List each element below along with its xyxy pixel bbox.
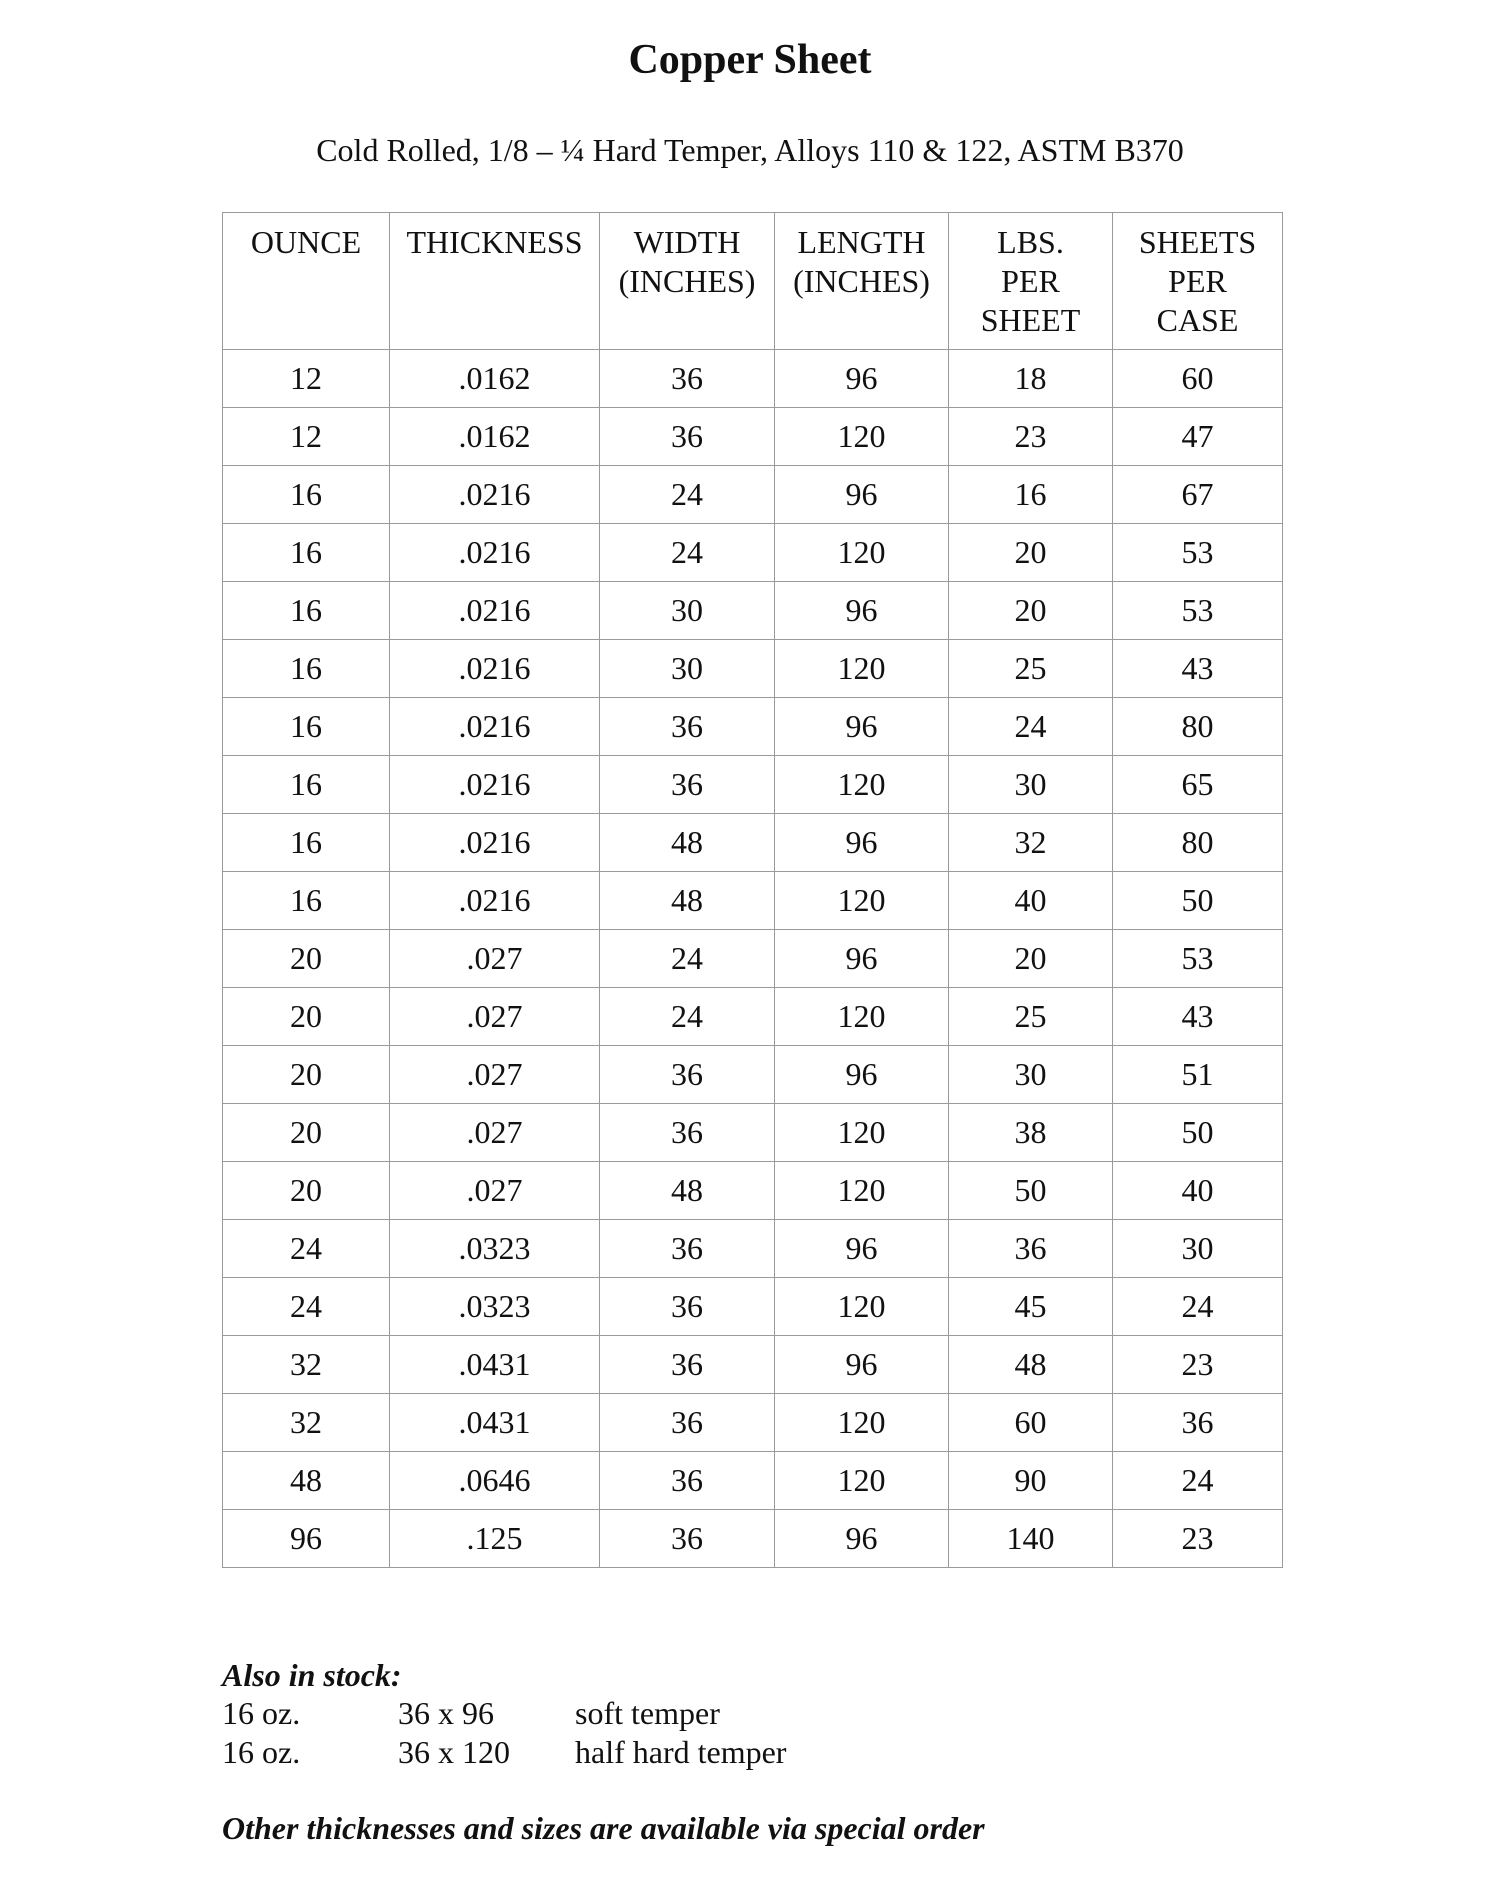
cell-sheets-per-case: 65 [1113, 756, 1283, 814]
cell-ounce: 20 [223, 1046, 390, 1104]
cell-sheets-per-case: 43 [1113, 988, 1283, 1046]
cell-length: 120 [775, 1394, 949, 1452]
table-row [223, 1510, 1283, 1568]
column-header-lbs-per-sheet [949, 213, 1113, 350]
table-row [223, 582, 1283, 640]
cell-ounce: 16 [223, 524, 390, 582]
cell-width: 36 [600, 1046, 775, 1104]
copper-sheet-table [222, 212, 1283, 1568]
cell-lbs-per-sheet: 40 [949, 872, 1113, 930]
cell-length: 120 [775, 1278, 949, 1336]
cell-thickness: .0216 [390, 698, 600, 756]
cell-lbs-per-sheet: 140 [949, 1510, 1113, 1568]
column-header-line: SHEET [980, 302, 1081, 338]
cell-length: 96 [775, 1046, 949, 1104]
cell-lbs-per-sheet: 30 [949, 756, 1113, 814]
cell-ounce: 48 [223, 1452, 390, 1510]
table-row [223, 1452, 1283, 1510]
column-header-ounce [223, 213, 390, 350]
cell-lbs-per-sheet: 20 [949, 582, 1113, 640]
cell-ounce: 12 [223, 350, 390, 408]
cell-lbs-per-sheet: 32 [949, 814, 1113, 872]
cell-lbs-per-sheet: 18 [949, 350, 1113, 408]
cell-thickness: .0216 [390, 466, 600, 524]
table-row [223, 408, 1283, 466]
cell-ounce: 24 [223, 1278, 390, 1336]
cell-lbs-per-sheet: 16 [949, 466, 1113, 524]
column-header-sheets-per-case [1113, 213, 1283, 350]
cell-width: 36 [600, 1278, 775, 1336]
cell-ounce: 16 [223, 640, 390, 698]
cell-length: 120 [775, 1452, 949, 1510]
cell-length: 120 [775, 756, 949, 814]
cell-thickness: .0646 [390, 1452, 600, 1510]
cell-sheets-per-case: 24 [1113, 1278, 1283, 1336]
cell-length: 96 [775, 1336, 949, 1394]
cell-lbs-per-sheet: 24 [949, 698, 1113, 756]
cell-thickness: .027 [390, 1162, 600, 1220]
cell-sheets-per-case: 67 [1113, 466, 1283, 524]
cell-length: 96 [775, 582, 949, 640]
cell-sheets-per-case: 80 [1113, 698, 1283, 756]
table-row [223, 1162, 1283, 1220]
table-header-row [223, 213, 1283, 350]
also-in-stock-heading: Also in stock: [222, 1657, 402, 1693]
stock-item [222, 1733, 786, 1772]
cell-ounce: 16 [223, 756, 390, 814]
cell-thickness: .0431 [390, 1394, 600, 1452]
table-row [223, 1394, 1283, 1452]
table-body [223, 350, 1283, 1568]
cell-sheets-per-case: 43 [1113, 640, 1283, 698]
cell-ounce: 16 [223, 698, 390, 756]
cell-sheets-per-case: 53 [1113, 524, 1283, 582]
special-order-note: Other thicknesses and sizes are available via special order [222, 1810, 985, 1846]
cell-thickness: .027 [390, 1046, 600, 1104]
stock-item-temper: half hard temper [575, 1734, 787, 1770]
cell-length: 120 [775, 640, 949, 698]
cell-length: 120 [775, 1104, 949, 1162]
cell-sheets-per-case: 23 [1113, 1510, 1283, 1568]
cell-thickness: .027 [390, 1104, 600, 1162]
column-header-line: PER [1001, 263, 1060, 299]
cell-width: 48 [600, 814, 775, 872]
cell-sheets-per-case: 53 [1113, 582, 1283, 640]
table-row [223, 466, 1283, 524]
cell-width: 36 [600, 1510, 775, 1568]
column-header-line: OUNCE [250, 224, 362, 260]
cell-ounce: 20 [223, 988, 390, 1046]
cell-length: 120 [775, 408, 949, 466]
cell-sheets-per-case: 24 [1113, 1452, 1283, 1510]
cell-length: 96 [775, 814, 949, 872]
cell-thickness: .0323 [390, 1278, 600, 1336]
cell-ounce: 20 [223, 930, 390, 988]
cell-length: 96 [775, 698, 949, 756]
cell-lbs-per-sheet: 38 [949, 1104, 1113, 1162]
column-header-line: LBS. [997, 224, 1064, 260]
cell-length: 96 [775, 466, 949, 524]
cell-thickness: .027 [390, 930, 600, 988]
column-header-line: PER [1168, 263, 1227, 299]
cell-width: 48 [600, 872, 775, 930]
cell-ounce: 24 [223, 1220, 390, 1278]
table-row [223, 1278, 1283, 1336]
page-subtitle: Cold Rolled, 1/8 – ¼ Hard Temper, Alloys 110 & 122, ASTM B370 [316, 132, 1184, 168]
table-row [223, 1104, 1283, 1162]
cell-ounce: 20 [223, 1162, 390, 1220]
stock-item-weight: 16 oz. [222, 1695, 301, 1731]
cell-width: 30 [600, 582, 775, 640]
cell-sheets-per-case: 53 [1113, 930, 1283, 988]
cell-width: 30 [600, 640, 775, 698]
cell-sheets-per-case: 23 [1113, 1336, 1283, 1394]
cell-lbs-per-sheet: 48 [949, 1336, 1113, 1394]
cell-thickness: .0162 [390, 408, 600, 466]
cell-sheets-per-case: 50 [1113, 1104, 1283, 1162]
cell-ounce: 16 [223, 466, 390, 524]
cell-length: 96 [775, 350, 949, 408]
cell-ounce: 32 [223, 1394, 390, 1452]
cell-width: 36 [600, 1394, 775, 1452]
cell-width: 36 [600, 408, 775, 466]
cell-width: 36 [600, 1104, 775, 1162]
cell-thickness: .125 [390, 1510, 600, 1568]
table-row [223, 872, 1283, 930]
table-row [223, 524, 1283, 582]
cell-ounce: 12 [223, 408, 390, 466]
stock-item-weight: 16 oz. [222, 1734, 301, 1770]
column-header-line: SHEETS [1138, 224, 1257, 260]
cell-lbs-per-sheet: 90 [949, 1452, 1113, 1510]
cell-length: 96 [775, 1220, 949, 1278]
cell-sheets-per-case: 36 [1113, 1394, 1283, 1452]
table-row [223, 930, 1283, 988]
cell-lbs-per-sheet: 20 [949, 524, 1113, 582]
cell-ounce: 96 [223, 1510, 390, 1568]
cell-width: 24 [600, 930, 775, 988]
cell-lbs-per-sheet: 45 [949, 1278, 1113, 1336]
cell-lbs-per-sheet: 20 [949, 930, 1113, 988]
cell-thickness: .027 [390, 988, 600, 1046]
cell-width: 24 [600, 988, 775, 1046]
cell-thickness: .0216 [390, 756, 600, 814]
cell-width: 36 [600, 1452, 775, 1510]
cell-thickness: .0323 [390, 1220, 600, 1278]
table-row [223, 1336, 1283, 1394]
cell-sheets-per-case: 60 [1113, 350, 1283, 408]
cell-length: 96 [775, 1510, 949, 1568]
cell-sheets-per-case: 80 [1113, 814, 1283, 872]
cell-length: 120 [775, 1162, 949, 1220]
table-row [223, 988, 1283, 1046]
table-row [223, 698, 1283, 756]
cell-lbs-per-sheet: 60 [949, 1394, 1113, 1452]
stock-item [222, 1694, 786, 1733]
column-header-line: WIDTH [633, 224, 741, 260]
table-row [223, 814, 1283, 872]
cell-ounce: 20 [223, 1104, 390, 1162]
column-header-line: (INCHES) [618, 263, 756, 299]
cell-sheets-per-case: 40 [1113, 1162, 1283, 1220]
cell-sheets-per-case: 47 [1113, 408, 1283, 466]
page-title: Copper Sheet [628, 37, 872, 83]
column-header-line: CASE [1156, 302, 1239, 338]
cell-thickness: .0216 [390, 524, 600, 582]
table-row [223, 640, 1283, 698]
cell-lbs-per-sheet: 23 [949, 408, 1113, 466]
cell-width: 36 [600, 350, 775, 408]
stock-item-size: 36 x 120 [398, 1734, 510, 1770]
cell-length: 120 [775, 524, 949, 582]
cell-sheets-per-case: 51 [1113, 1046, 1283, 1104]
cell-length: 120 [775, 988, 949, 1046]
table-row [223, 1220, 1283, 1278]
cell-thickness: .0431 [390, 1336, 600, 1394]
cell-lbs-per-sheet: 30 [949, 1046, 1113, 1104]
cell-width: 48 [600, 1162, 775, 1220]
column-header-width [600, 213, 775, 350]
cell-length: 96 [775, 930, 949, 988]
column-header-line: (INCHES) [793, 263, 930, 299]
cell-sheets-per-case: 50 [1113, 872, 1283, 930]
cell-ounce: 16 [223, 582, 390, 640]
cell-width: 36 [600, 756, 775, 814]
cell-lbs-per-sheet: 36 [949, 1220, 1113, 1278]
cell-lbs-per-sheet: 25 [949, 640, 1113, 698]
cell-ounce: 16 [223, 814, 390, 872]
cell-width: 24 [600, 524, 775, 582]
cell-width: 36 [600, 1220, 775, 1278]
column-header-thickness [390, 213, 600, 350]
column-header-line: LENGTH [797, 224, 926, 260]
cell-lbs-per-sheet: 50 [949, 1162, 1113, 1220]
cell-width: 24 [600, 466, 775, 524]
cell-thickness: .0216 [390, 582, 600, 640]
cell-thickness: .0216 [390, 872, 600, 930]
stock-item-size: 36 x 96 [398, 1695, 494, 1731]
cell-width: 36 [600, 698, 775, 756]
stock-item-temper: soft temper [575, 1695, 720, 1731]
table-row [223, 1046, 1283, 1104]
cell-thickness: .0216 [390, 814, 600, 872]
table-row [223, 756, 1283, 814]
cell-width: 36 [600, 1336, 775, 1394]
column-header-length [775, 213, 949, 350]
cell-ounce: 16 [223, 872, 390, 930]
cell-ounce: 32 [223, 1336, 390, 1394]
column-header-line: THICKNESS [406, 224, 583, 260]
cell-thickness: .0216 [390, 640, 600, 698]
cell-lbs-per-sheet: 25 [949, 988, 1113, 1046]
table-row [223, 350, 1283, 408]
cell-sheets-per-case: 30 [1113, 1220, 1283, 1278]
also-in-stock-section [222, 1656, 786, 1772]
cell-thickness: .0162 [390, 350, 600, 408]
cell-length: 120 [775, 872, 949, 930]
